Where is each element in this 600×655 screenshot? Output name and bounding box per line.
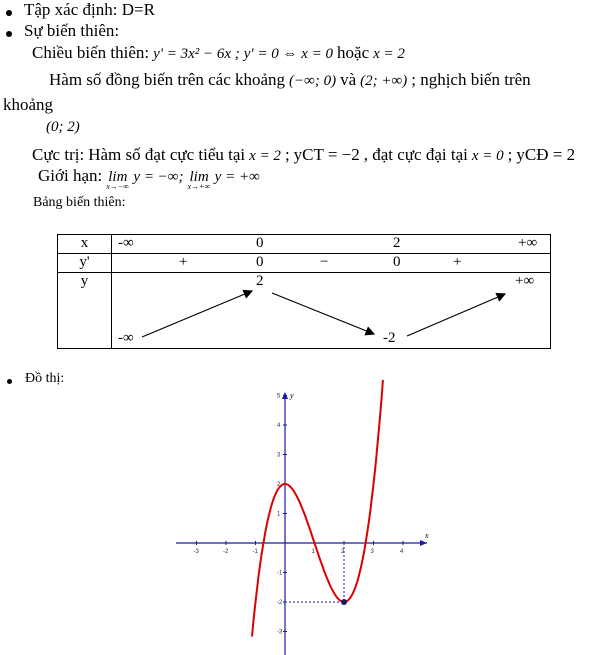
x-tick-label: 4	[400, 549, 404, 555]
x-two: 2	[393, 235, 401, 251]
x-tick-label: -2	[223, 549, 229, 555]
limits-label: Giới hạn:	[38, 166, 103, 185]
x-tick-label: 2	[341, 549, 345, 555]
limit-expression: y = +∞	[214, 169, 260, 185]
y-tick-label: -3	[277, 629, 283, 636]
minimum-text: Hàm số đạt cực tiểu tại	[88, 145, 246, 164]
x-tick-label: 1	[311, 549, 315, 555]
derivative-root-equation: y' = 0 ⇔ x = 0	[243, 46, 334, 62]
yprime-zero: 0	[256, 254, 264, 270]
maximum-value: yCĐ = 2	[516, 145, 576, 164]
x-zero: 0	[256, 235, 264, 251]
y-tick-label: -2	[277, 600, 283, 606]
increasing-text: Hàm số đồng biến trên các khoảng	[49, 70, 286, 89]
x-tick-label: 3	[370, 549, 374, 555]
row-label-yprime: y'	[58, 254, 112, 273]
limit-subscript: x→−∞	[106, 182, 129, 191]
y-minus-infinity: -∞	[118, 330, 134, 346]
interval-1: (−∞; 0)	[289, 73, 337, 89]
sign-minus: −	[320, 254, 329, 270]
x-plus-infinity: +∞	[518, 235, 538, 251]
x-minus-infinity: -∞	[118, 235, 134, 251]
axes	[176, 391, 429, 655]
y-tick-label: 1	[277, 511, 281, 518]
y-tick-label: 3	[277, 452, 281, 459]
and-word: và	[340, 70, 357, 89]
maximum-text: , đạt cực đại tại	[363, 145, 468, 164]
sign-plus: +	[179, 254, 188, 270]
interval-3: (0; 2)	[46, 119, 80, 135]
sign-plus: +	[453, 254, 462, 270]
separator: ;	[284, 145, 290, 164]
special-points	[341, 599, 347, 605]
minimum-point	[341, 599, 347, 605]
table-title: Bảng biến thiên:	[33, 195, 126, 210]
x-tick-label: -1	[252, 549, 258, 555]
limit-subscript: x→+∞	[187, 182, 211, 191]
separator: ;	[507, 145, 513, 164]
maximum-x: x = 0	[471, 148, 504, 164]
limit-expression: y = −∞;	[133, 169, 184, 185]
variation-heading: Sự biến thiên:	[24, 21, 120, 40]
derivative-label: Chiều biến thiên:	[32, 43, 150, 62]
lim-word: lim	[108, 169, 128, 185]
extrema-label: Cực trị:	[32, 145, 85, 164]
y-plus-infinity: +∞	[515, 273, 535, 289]
row-label-x: x	[58, 235, 112, 254]
or-word: hoặc	[337, 43, 370, 62]
y-axis-label: y	[290, 391, 294, 400]
x-axis-arrow	[420, 540, 427, 546]
minimum-value: yCT = −2	[293, 145, 360, 164]
x-tick-label: -3	[193, 549, 199, 555]
y-max-value: 2	[256, 273, 264, 289]
decreasing-text: ; nghịch biến trên	[411, 70, 531, 89]
minimum-x: x = 2	[249, 148, 281, 164]
domain-line: Tập xác định: D=R	[24, 0, 155, 19]
row-label-y: y	[58, 273, 112, 349]
axis-ticks	[194, 394, 405, 636]
derivative-formula: y' = 3x² − 6x ;	[153, 46, 240, 62]
second-root: x = 2	[373, 46, 405, 62]
y-tick-label: 4	[277, 423, 281, 429]
lim-word: lim	[189, 169, 209, 185]
interval-word: khoảng	[3, 95, 54, 114]
yprime-zero: 0	[393, 254, 401, 270]
curve	[252, 380, 383, 637]
graph-heading: Đồ thị:	[25, 371, 65, 386]
y-tick-label: -1	[277, 570, 283, 577]
y-tick-label: 2	[277, 482, 281, 488]
y-min-value: -2	[383, 330, 396, 346]
interval-2: (2; +∞)	[360, 73, 408, 89]
y-tick-label: 5	[277, 393, 281, 400]
x-axis-label: x	[425, 531, 429, 540]
